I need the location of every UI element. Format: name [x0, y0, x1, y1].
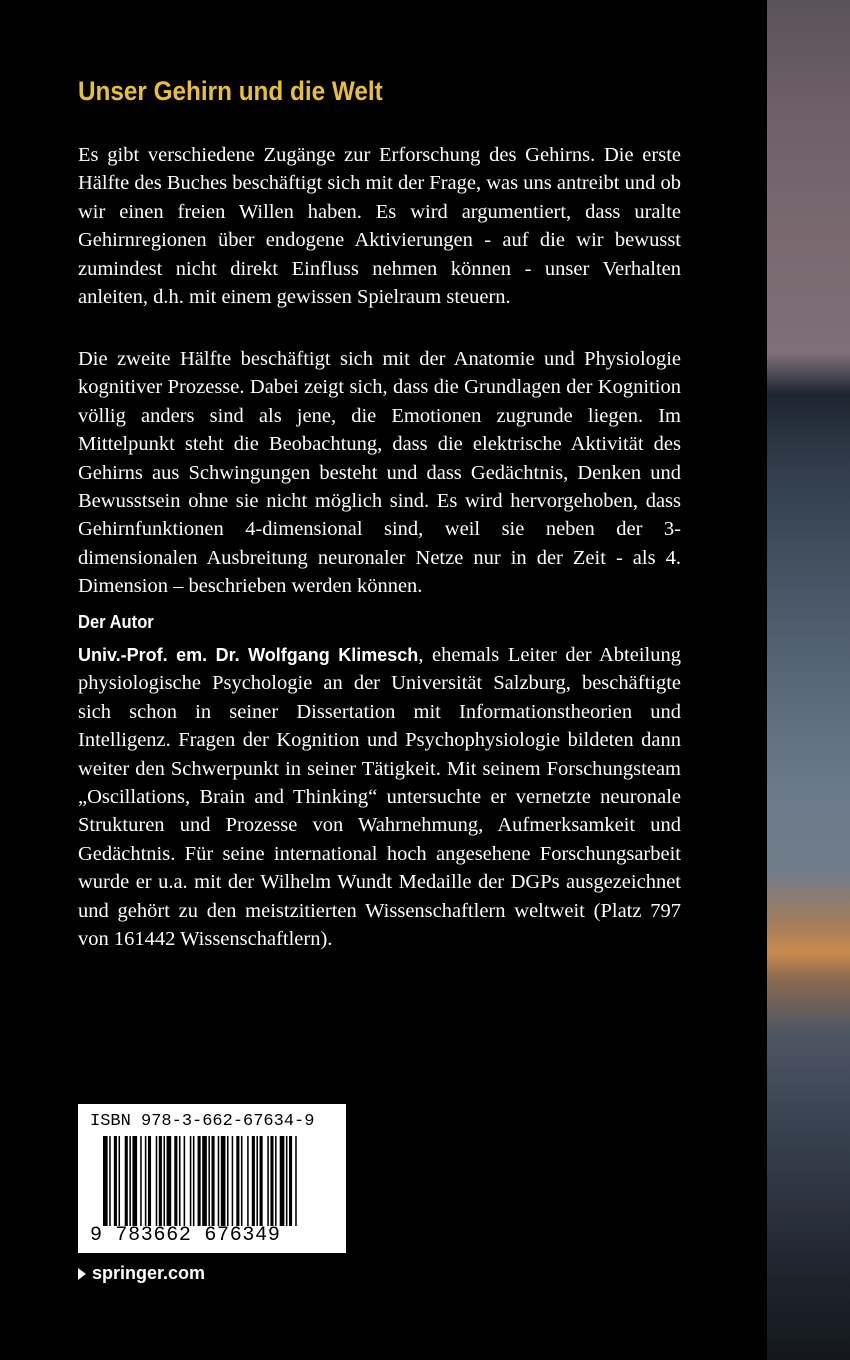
barcode-bar	[267, 1136, 269, 1226]
cover-image-strip	[767, 0, 850, 1360]
barcode-bar	[212, 1136, 215, 1226]
isbn-barcode	[78, 1104, 346, 1253]
barcode-bar	[148, 1136, 151, 1226]
barcode-bar	[256, 1136, 258, 1226]
barcode-bar	[232, 1136, 234, 1226]
barcode-bar	[295, 1136, 297, 1226]
barcode-bar	[179, 1136, 181, 1226]
book-title: Unser Gehirn und die Welt	[78, 76, 383, 106]
barcode-bar	[114, 1136, 117, 1226]
barcode-bar	[109, 1136, 111, 1226]
barcode-bar	[270, 1136, 273, 1226]
barcode-bar	[260, 1136, 263, 1226]
barcode-bar	[167, 1136, 172, 1226]
barcode-bar	[129, 1136, 131, 1226]
description-paragraph-1: Es gibt verschiedene Zugänge zur Erforschung des Gehirns. Die erste Hälfte des Buches beschäftigt sich mit der Frage, was uns antreibt und ob wir einen freien Willen haben. Es wird argumentiert, dass uralte Gehirnregionen über endogene Aktivierungen - auf die wir bewusst zumindest nicht direkt Einfluss nehmen können - unser Verhalten anleiten, d.h. mit einem gewissen Spielraum steuern.	[78, 144, 681, 309]
barcode-bar	[193, 1136, 195, 1226]
barcode-digits: 9 783662 676349	[90, 1224, 281, 1247]
isbn-label: ISBN 978-3-662-67634-9	[90, 1112, 315, 1131]
barcode-bar	[252, 1136, 255, 1226]
author-bio-text: , ehemals Leiter der Abteilung physiologische Psychologie an der Universität Salzburg, beschäftigte sich schon in seiner Dissertation mit Informationstheorien und Intelligenz. Fragen der Kognition und Psychophysiologie bildeten dann weiter den Schwerpunkt in seiner Tätigkeit. Mit seinem Forschungsteam „Oscillations, Brain and Thinking“ untersuchte er vernetzte neuronale Strukturen und Prozesse von Wahrnehmung, Aufmerksamkeit und Gedächtnis. Für seine international hoch angesehene Forschungsarbeit wurde er u.a. mit der Wilhelm Wundt Medaille der DGPs ausgezeichnet und gehört zu den meistzitierten Wissenschaftlern weltweit (Platz 797 von 161442 Wissenschaftlern).	[78, 644, 681, 951]
barcode-bar	[145, 1136, 147, 1226]
barcode-bar	[184, 1136, 186, 1226]
barcode-bar	[236, 1136, 239, 1226]
barcode-bar	[125, 1136, 128, 1226]
barcode-bar	[156, 1136, 158, 1226]
barcode-bar	[247, 1136, 249, 1226]
description-paragraph-2: Die zweite Hälfte beschäftigt sich mit der Anatomie und Physiologie kognitiver Prozesse. Dabei zeigt sich, dass die Grundlagen der Kognition völlig anders sind als jene, die Emotionen zugrunde liegen. Im Mittelpunkt steht die Beobachtung, dass die elektrische Aktivität des Gehirns aus Schwingungen besteht und dass Gedächtnis, Denken und Bewusstsein ohne sie nicht möglich sind. Es wird hervorgehoben, dass Gehirnfunktionen 4-dimensional sind, weil sie neben der 3-dimensionalen Ausbreitung neuronaler Netze nur in der Zeit - als 4. Dimension – beschrieben werden können.	[78, 348, 681, 598]
barcode-bar	[163, 1136, 165, 1226]
author-heading: Der Autor	[78, 612, 154, 632]
barcode-bar	[103, 1136, 108, 1226]
barcode-bar	[190, 1136, 192, 1226]
barcode-bar	[221, 1136, 226, 1226]
author-name: Univ.-Prof. em. Dr. Wolfgang Klimesch	[78, 645, 419, 665]
website-label: springer.com	[92, 1263, 206, 1283]
barcode-bar	[286, 1136, 288, 1226]
barcode-bar	[280, 1136, 285, 1226]
barcode-bar	[132, 1136, 137, 1226]
barcode-bar	[275, 1136, 277, 1226]
barcode-bar	[140, 1136, 142, 1226]
barcode-bar	[202, 1136, 207, 1226]
barcode-bar	[241, 1136, 243, 1226]
barcode-bar	[208, 1136, 210, 1226]
barcode-bar	[289, 1136, 292, 1226]
barcode-bar	[159, 1136, 162, 1226]
barcode-bar	[119, 1136, 121, 1226]
barcode-bar	[198, 1136, 201, 1226]
author-bio	[78, 641, 681, 953]
arrow-right-icon	[78, 1268, 86, 1280]
barcode-bar	[174, 1136, 177, 1226]
springer-website-link[interactable]	[78, 1263, 205, 1284]
barcode-bar	[218, 1136, 220, 1226]
barcode-bar	[227, 1136, 229, 1226]
